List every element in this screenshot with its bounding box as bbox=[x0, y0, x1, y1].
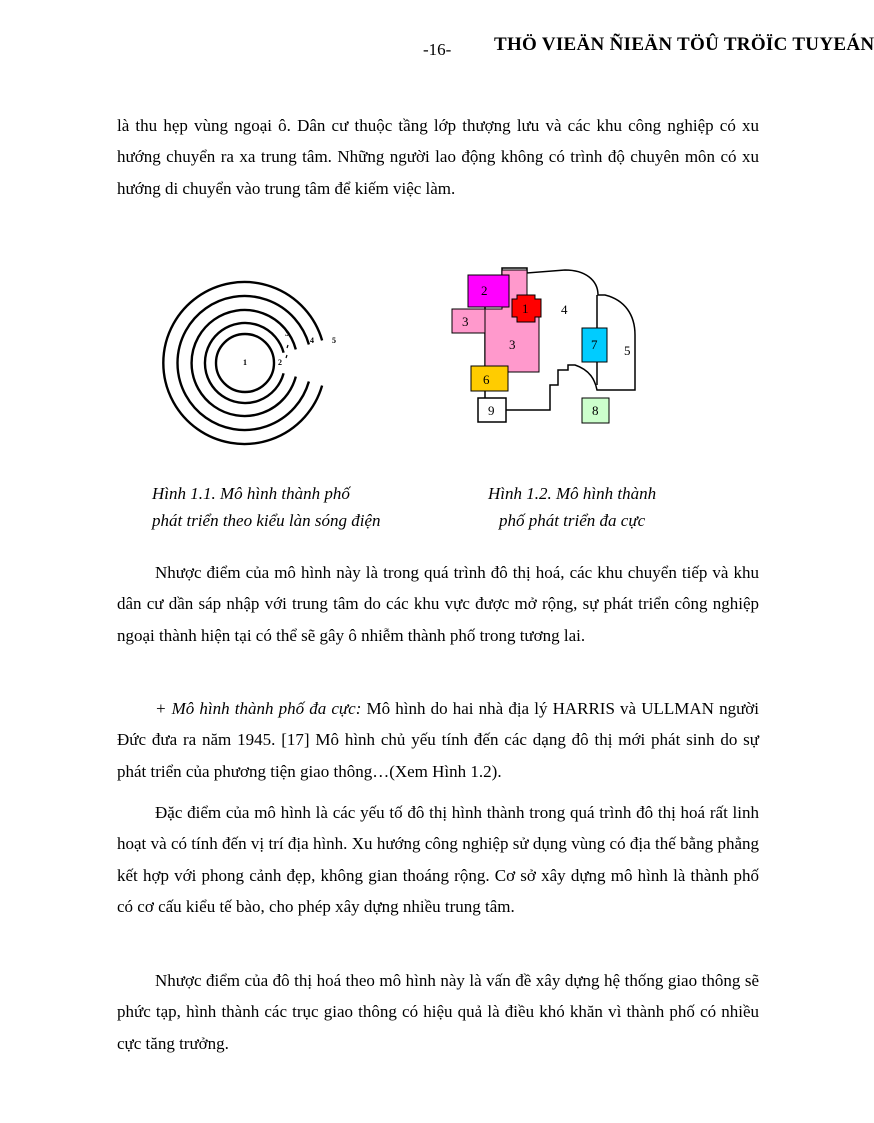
ring-label-4: 4 bbox=[310, 336, 314, 345]
ring-label-2: 2 bbox=[278, 358, 282, 367]
paragraph-5: Nhược điểm của đô thị hoá theo mô hình này là vấn đề xây dựng hệ thống giao thông sẽ phức tạp, hình thành các trục giao thông có hiệu quả là điều khó khăn vì thành phố có nhiều cực tăng trưởng. bbox=[117, 971, 759, 1053]
zone-label-4: 4 bbox=[561, 302, 568, 317]
figure1-caption-line2: phát triển theo kiểu làn sóng điện bbox=[152, 511, 381, 530]
figure2-caption bbox=[488, 480, 656, 534]
paragraph-2: Nhược điểm của mô hình này là trong quá trình đô thị hoá, các khu chuyển tiếp và khu dân cư dần sáp nhập với trung tâm do các khu vực được mở rộng, sự phát triển công nghiệp ngoại thành hiện tại có thể sẽ gây ô nhiễm thành phố trong tương lai. bbox=[117, 563, 759, 645]
ring-label-5: 5 bbox=[332, 336, 336, 345]
paragraph-3 bbox=[117, 693, 759, 787]
site-title: THÖ VIEÄN ÑIEÄN TÖÛ TRÖÏC TUYEÁN bbox=[494, 34, 874, 55]
paragraph-3-lead: + Mô hình thành phố đa cực: bbox=[155, 699, 362, 718]
figure2-caption-line2: phố phát triển đa cực bbox=[498, 511, 646, 530]
figure1-caption-line1: Hình 1.1. Mô hình thành phố bbox=[152, 484, 350, 503]
ring-tick bbox=[287, 345, 288, 348]
zone-3-small bbox=[452, 309, 485, 333]
zone-label-2: 2 bbox=[481, 283, 488, 298]
zone-label-8: 8 bbox=[592, 403, 599, 418]
figure2-caption-line1: Hình 1.2. Mô hình thành bbox=[488, 484, 657, 503]
zone-label-7: 7 bbox=[591, 337, 598, 352]
paragraph-3-body: Mô hình do hai nhà địa lý HARRIS và ULLMAN người Đức đưa ra năm 1945. [17] Mô hình chủ yếu tính đến các dạng đô thị mới phát sinh do sự phát triển của phương tiện giao thông…(Xem Hình 1.2). bbox=[117, 699, 759, 781]
paragraph-1: là thu hẹp vùng ngoại ô. Dân cư thuộc tầng lớp thượng lưu và các khu công nghiệp có xu hướng chuyển ra xa trung tâm. Những người lao động không có trình độ chuyên môn có xu hướng di chuyển vào trung tâm để kiếm việc làm. bbox=[117, 116, 759, 198]
ring-tick bbox=[286, 355, 287, 358]
zone-label-3: 3 bbox=[509, 337, 516, 352]
figure1-caption bbox=[152, 480, 381, 534]
zone-label-5: 5 bbox=[624, 343, 631, 358]
zone-label-6: 6 bbox=[483, 372, 490, 387]
zone-label-9: 9 bbox=[488, 403, 495, 418]
figure-concentric-rings bbox=[148, 268, 348, 463]
zone-label-3-small: 3 bbox=[462, 314, 469, 329]
zone-6 bbox=[471, 366, 508, 391]
zone-label-1: 1 bbox=[522, 301, 529, 316]
page-header bbox=[0, 32, 874, 62]
paragraph-4: Đặc điểm của mô hình là các yếu tố đô thị hình thành trong quá trình đô thị hoá rất linh hoạt và có tính đến vị trí địa hình. Xu hướng công nghiệp sử dụng vùng có địa thế bằng phẳng kết hợp với phong cảnh đẹp, không gian thoáng rộng. Cơ sở xây dựng mô hình là thành phố có cơ cấu kiểu tế bào, cho phép xây dựng nhiều trung tâm. bbox=[117, 803, 759, 917]
figure-multi-nuclei bbox=[450, 265, 670, 430]
ring-label-1: 1 bbox=[243, 358, 247, 367]
page-number: -16- bbox=[423, 40, 452, 59]
zone-2 bbox=[468, 275, 509, 307]
ring-label-3: 3 bbox=[285, 329, 289, 338]
